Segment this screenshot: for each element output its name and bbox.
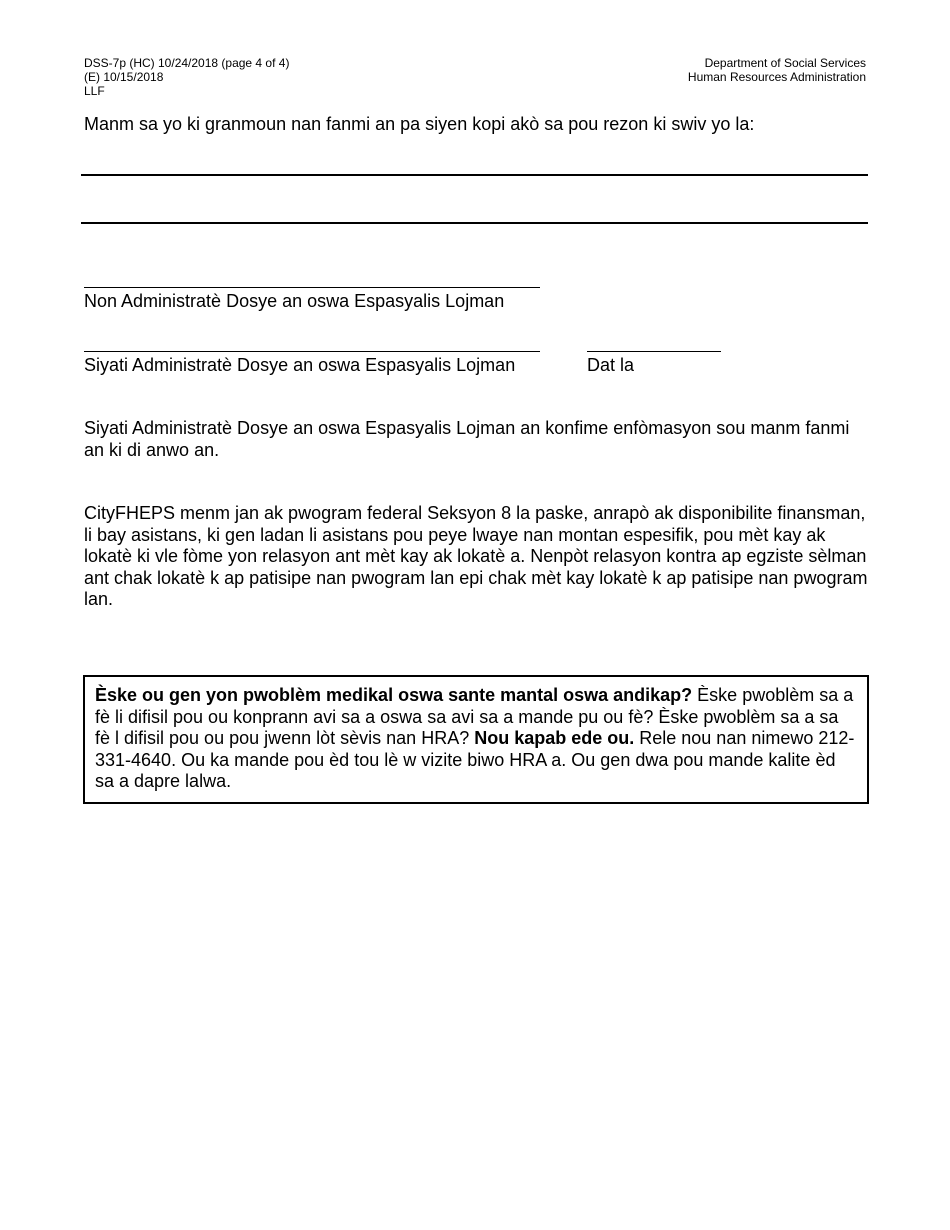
name-line[interactable] bbox=[84, 287, 540, 288]
department-name: Department of Social Services bbox=[704, 56, 866, 70]
reason-line-1[interactable] bbox=[81, 174, 868, 176]
name-label: Non Administratè Dosye an oswa Espasyalis Lojman bbox=[84, 291, 505, 311]
signature-line[interactable] bbox=[84, 351, 540, 352]
form-language: LLF bbox=[84, 84, 105, 98]
cityfheps-paragraph: CityFHEPS menm jan ak pwogram federal Seksyon 8 la paske, anrapò ak disponibilite finansman, li bay asistans, ki gen ladan li asistans pou peye lwaye nan montan espesifik, pou mèt kay ak lokatè ki vle fòme yon relasyon ant mèt kay ak lokatè a. Nenpòt relasyon kontra ap egziste sèlman ant chak lokatè k ap patisipe nan pwogram lan epi chak mèt kay lokatè k ap patisipe nan pwogram lan. bbox=[84, 503, 868, 609]
confirm-paragraph: Siyati Administratè Dosye an oswa Espasyalis Lojman an konfime enfòmasyon sou manm fanmi an ki di anwo an. bbox=[84, 418, 850, 460]
agency-block bbox=[688, 56, 866, 84]
intro-text: Manm sa yo ki granmoun nan fanmi an pa siyen kopi akò sa pou rezon ki swiv yo la: bbox=[84, 114, 755, 134]
notice-emphasis: Nou kapab ede ou. bbox=[474, 728, 635, 748]
notice-text-1: Èske pwoblèm sa a fè li difisil pou ou konprann avi sa a oswa sa avi sa a mande pu ou fè? Èske pwoblèm sa a sa fè l difisil pou ou pou jwenn lòt sèvis nan HRA? bbox=[95, 685, 854, 748]
accessibility-notice-box bbox=[83, 675, 869, 804]
administration-name: Human Resources Administration bbox=[687, 70, 866, 84]
form-id: DSS-7p (HC) 10/24/2018 (page 4 of 4) bbox=[84, 56, 290, 70]
signature-label: Siyati Administratè Dosye an oswa Espasyalis Lojman bbox=[84, 355, 516, 375]
notice-question: Èske ou gen yon pwoblèm medikal oswa sante mantal oswa andikap? bbox=[95, 685, 693, 705]
date-line[interactable] bbox=[587, 351, 721, 352]
notice-text-2: Rele nou nan nimewo 212-331-4640. Ou ka mande pou èd tou lè w vizite biwo HRA a. Ou gen dwa pou mande kalite èd sa a dapre lalwa. bbox=[95, 728, 855, 791]
form-identifier-block bbox=[84, 56, 289, 98]
date-label: Dat la bbox=[587, 355, 635, 375]
form-edition: (E) 10/15/2018 bbox=[84, 70, 164, 84]
reason-line-2[interactable] bbox=[81, 222, 868, 224]
